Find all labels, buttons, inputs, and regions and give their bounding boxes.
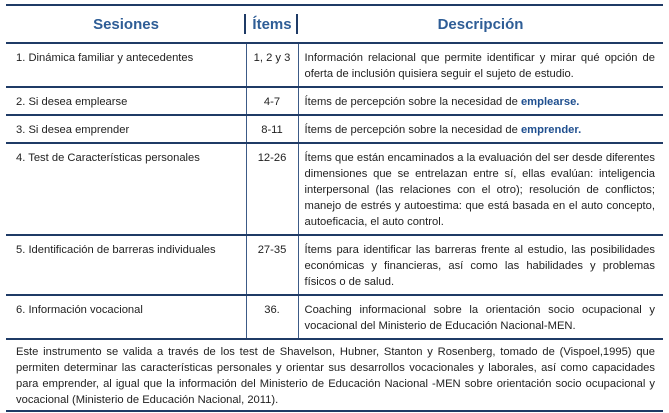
- cell-descripcion: Ítems para identificar las barreras frente al estudio, las posibilidades económicas y financieras, así como las habilidades y problemas físicos o de salud.: [298, 235, 663, 295]
- cell-descripcion: Información relacional que permite identificar y mirar qué opción de oferta de inclusión quisiera seguir el sujeto de estudio.: [298, 43, 663, 87]
- cell-items: 36.: [246, 295, 298, 339]
- sessions-table: [6, 4, 663, 340]
- cell-items: 1, 2 y 3: [246, 43, 298, 87]
- cell-items: 27-35: [246, 235, 298, 295]
- table-row: [6, 43, 663, 87]
- cell-descripcion: Coaching informacional sobre la orientación socio ocupacional y vocacional del Ministerio de Educación Nacional-MEN.: [298, 295, 663, 339]
- table-row: [6, 235, 663, 295]
- table-row: [6, 295, 663, 339]
- cell-sesion: 1. Dinámica familiar y antecedentes: [6, 43, 246, 87]
- header-sesiones-label: Sesiones: [93, 15, 159, 33]
- table-footnote: Este instrumento se valida a través de los test de Shavelson, Hubner, Stanton y Rosenberg, tomado de (Vispoel,1995) que permiten determinar las características personales y orientar sus desarrollos vocacionales y laborales, así como capacidades para emprender, al igual que la información del Ministerio de Educación Nacional -MEN sobre orientación socio ocupacional y vocacional (Ministerio de Educación Nacional, 2011).: [6, 340, 663, 412]
- table-header-row: [6, 5, 663, 43]
- descripcion-text: Ítems de percepción sobre la necesidad de: [304, 96, 521, 108]
- cell-items: 8-11: [246, 115, 298, 143]
- descripcion-highlight: emplearse.: [520, 96, 580, 108]
- descripcion-highlight: emprender.: [520, 124, 582, 136]
- cell-sesion: 5. Identificación de barreras individuales: [6, 235, 246, 295]
- header-items: [246, 5, 298, 43]
- sessions-table-container: [6, 4, 663, 412]
- cell-descripcion: Ítems que están encaminados a la evaluación del ser desde diferentes dimensiones que se entrelazan entre sí, ellas evalúan: inteligencia interpersonal (las relaciones con el otro); resolución de conflictos; manejo de estrés y autoestima: que está basada en el auto concepto, autoeficacia, el auto control.: [298, 143, 663, 235]
- cell-sesion: 2. Si desea emplearse: [6, 87, 246, 115]
- cell-sesion: 3. Si desea emprender: [6, 115, 246, 143]
- header-items-label: Ítems: [252, 15, 292, 33]
- cell-sesion: 4. Test de Características personales: [6, 143, 246, 235]
- table-row: [6, 115, 663, 143]
- header-sesiones: [6, 5, 246, 43]
- table-row: [6, 143, 663, 235]
- descripcion-text: Ítems de percepción sobre la necesidad de: [304, 124, 521, 136]
- cell-descripcion: [298, 115, 663, 143]
- cell-descripcion: [298, 87, 663, 115]
- cell-sesion: 6. Información vocacional: [6, 295, 246, 339]
- table-row: [6, 87, 663, 115]
- cell-items: 12-26: [246, 143, 298, 235]
- cell-items: 4-7: [246, 87, 298, 115]
- header-descripcion: [298, 5, 663, 43]
- header-descripcion-label: Descripción: [437, 15, 524, 33]
